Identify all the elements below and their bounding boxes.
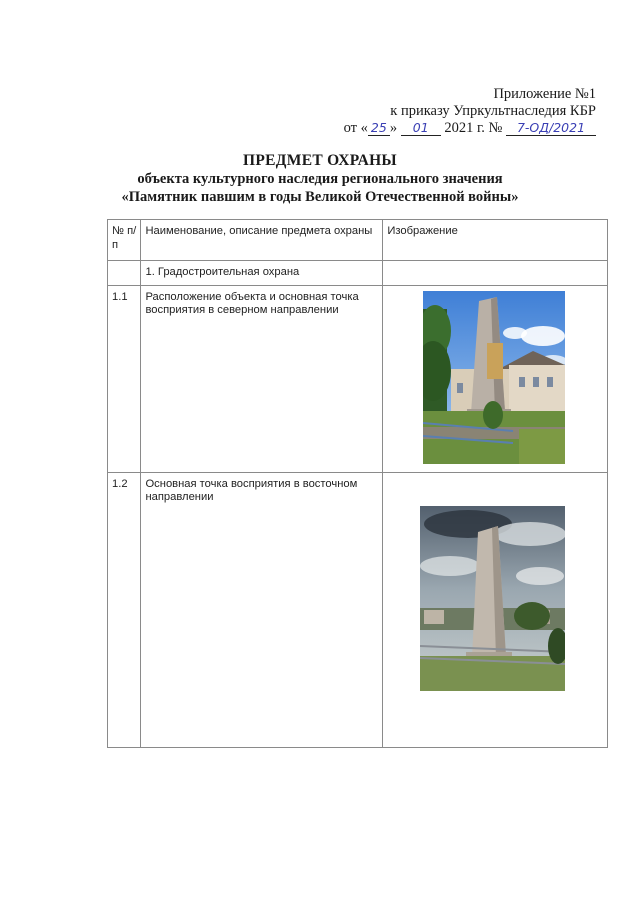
protection-subject-table: [107, 219, 608, 748]
handwritten-day: 25: [370, 120, 387, 135]
document-subtitle-2: «Памятник павшим в годы Великой Отечественной войны»: [121, 189, 519, 205]
table-row: [108, 285, 608, 472]
date-month-field: [401, 121, 441, 136]
document-heading: [0, 152, 640, 206]
section-image-cell: [383, 261, 608, 286]
row-number: 1.1: [108, 285, 141, 472]
header-image: Изображение: [383, 220, 608, 261]
monument-photo-north: [423, 291, 565, 464]
date-prefix: от «: [343, 120, 368, 136]
table-header-row: [108, 220, 608, 261]
row-image-cell: [383, 285, 608, 472]
appendix-order-ref: к приказу Упркультнаследия КБР: [390, 103, 596, 119]
header-name: Наименование, описание предмета охраны: [141, 220, 383, 261]
row-image-cell: [383, 472, 608, 747]
date-quote-close: »: [389, 120, 398, 136]
row-number: 1.2: [108, 472, 141, 747]
handwritten-month: 01: [412, 120, 429, 135]
section-title: 1. Градостроительная охрана: [141, 261, 383, 286]
row-description: Расположение объекта и основная точка восприятия в северном направлении: [141, 285, 383, 472]
appendix-date-line: [344, 120, 596, 137]
monument-photo-east: [420, 506, 565, 691]
table-row: [108, 472, 608, 747]
document-title: ПРЕДМЕТ ОХРАНЫ: [243, 152, 397, 169]
date-year-text: 2021 г. №: [444, 120, 503, 136]
appendix-block: [344, 86, 596, 137]
handwritten-order-number: 7-ОД/2021: [516, 120, 586, 135]
header-number: № п/п: [108, 220, 141, 261]
date-day-field: [368, 121, 390, 136]
section-number-cell: [108, 261, 141, 286]
order-number-field: [506, 121, 596, 136]
table-section-row: [108, 261, 608, 286]
appendix-title: Приложение №1: [493, 86, 596, 102]
row-description: Основная точка восприятия в восточном направлении: [141, 472, 383, 747]
document-subtitle-1: объекта культурного наследия регионального значения: [137, 171, 503, 187]
